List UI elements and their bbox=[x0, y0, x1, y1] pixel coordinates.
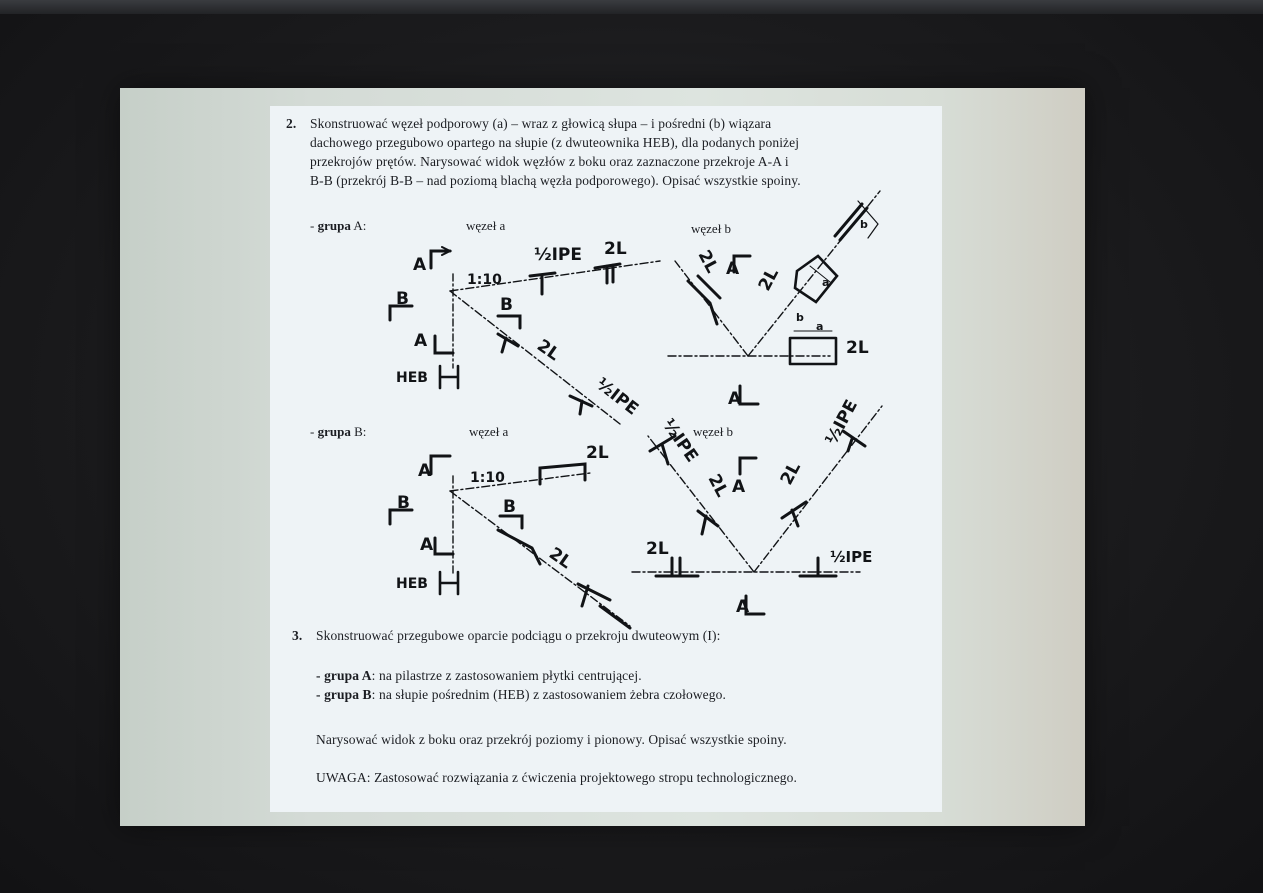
sketch-label-a-bottom-bb: A bbox=[736, 597, 750, 617]
sketch-label-2l-bb3: 2L bbox=[646, 539, 669, 559]
task2-number: 2. bbox=[286, 116, 297, 131]
task3-instruction: Narysować widok z boku oraz przekrój poziomy i pionowy. Opisać wszystkie spoiny. bbox=[316, 732, 787, 747]
sketch-label-2l-ba2: 2L bbox=[545, 543, 576, 574]
task3-note: UWAGA: Zastosować rozwiązania z ćwiczenia projektowego stropu technologicznego. bbox=[316, 770, 797, 785]
task2-line2: dachowego przegubowo opartego na słupie (z dwuteownika HEB), dla podanych poniżej bbox=[310, 135, 800, 150]
sketch-label-a-top-a: A bbox=[413, 255, 427, 275]
sketch-label-heb-ba: HEB bbox=[396, 576, 428, 592]
sketch-label-dim-a: a bbox=[822, 276, 830, 289]
sketch-label-half-ipe-a1: ½IPE bbox=[534, 245, 582, 265]
sketch-label-a-top-ba: A bbox=[418, 461, 432, 481]
sketch-label-half-ipe-a2: ½IPE bbox=[591, 374, 643, 420]
group-a-node-b-label: węzeł b bbox=[691, 221, 732, 236]
task2-line4: B-B (przekrój B-B – nad poziomą blachą węzła podporowego). Opisać wszystkie spoiny. bbox=[310, 173, 801, 188]
sketch-label-2l-a2: 2L bbox=[533, 335, 564, 366]
sketch-label-b-left-a: B bbox=[396, 289, 409, 309]
room-ceiling-edge bbox=[0, 0, 1263, 14]
truss-node-sketches bbox=[270, 106, 942, 626]
sketch-label-slope-ba: 1:10 bbox=[470, 470, 505, 486]
group-b-node-b-label: węzeł b bbox=[693, 424, 734, 439]
task3-title: Skonstruować przegubowe oparcie podciągu o przekroju dwuteowym (I): bbox=[316, 628, 721, 643]
sketch-label-2l-bb2: 2L bbox=[776, 458, 806, 489]
sketch-label-2l-ba1: 2L bbox=[586, 443, 609, 463]
sketch-label-a-bottom-ba: A bbox=[420, 535, 434, 555]
sketch-label-2l-ab1: 2L bbox=[693, 246, 722, 277]
sketch-label-slope-a: 1:10 bbox=[467, 272, 502, 288]
task3-group-b: - grupa B: na słupie pośrednim (HEB) z zastosowaniem żebra czołowego. bbox=[316, 687, 726, 702]
sketch-label-dim-a2: a bbox=[816, 320, 824, 333]
task2-line1: Skonstruować węzeł podporowy (a) – wraz z głowicą słupa – i pośredni (b) wiązara bbox=[310, 116, 772, 131]
group-a-node-b-sketch bbox=[668, 191, 880, 404]
sketch-label-2l-bb1: 2L bbox=[703, 470, 732, 501]
sketch-label-2l-ab2: 2L bbox=[754, 264, 784, 295]
sketch-label-b-diag-a: B bbox=[500, 295, 513, 315]
sketch-label-a-bottom-ab: A bbox=[728, 389, 742, 409]
sketch-label-2l-ab3: 2L bbox=[846, 338, 869, 358]
sketch-label-dim-b2: b bbox=[796, 311, 804, 324]
sketch-label-a-bottom-a: A bbox=[414, 331, 428, 351]
slide bbox=[270, 106, 942, 812]
group-b-label: - grupa B: bbox=[310, 424, 367, 439]
task2-line3: przekrojów prętów. Narysować widok węzłów z boku oraz zaznaczone przekroje A-A i bbox=[310, 154, 789, 169]
sketch-label-half-ipe-bb3: ½IPE bbox=[830, 548, 873, 566]
sketch-label-dim-b1: b bbox=[860, 218, 868, 231]
sketch-label-2l-a1: 2L bbox=[604, 239, 627, 259]
group-a-node-a-label: węzeł a bbox=[466, 218, 506, 233]
group-a-label: - grupa A: bbox=[310, 218, 367, 233]
sketch-label-a-top-bb: A bbox=[732, 477, 746, 497]
sketch-label-half-ipe-bb1: ½IPE bbox=[657, 415, 702, 467]
sketch-label-a-top-ab: A bbox=[726, 259, 740, 279]
sketch-label-b-left-ba: B bbox=[397, 493, 410, 513]
sketch-label-half-ipe-bb2: ½IPE bbox=[821, 396, 862, 449]
task3-number: 3. bbox=[292, 628, 303, 643]
sketch-label-b-diag-ba: B bbox=[503, 497, 516, 517]
group-b-node-a-label: węzeł a bbox=[469, 424, 509, 439]
sketch-label-heb-a: HEB bbox=[396, 370, 428, 386]
task3-group-a: - grupa A: na pilastrze z zastosowaniem płytki centrującej. bbox=[316, 668, 642, 683]
